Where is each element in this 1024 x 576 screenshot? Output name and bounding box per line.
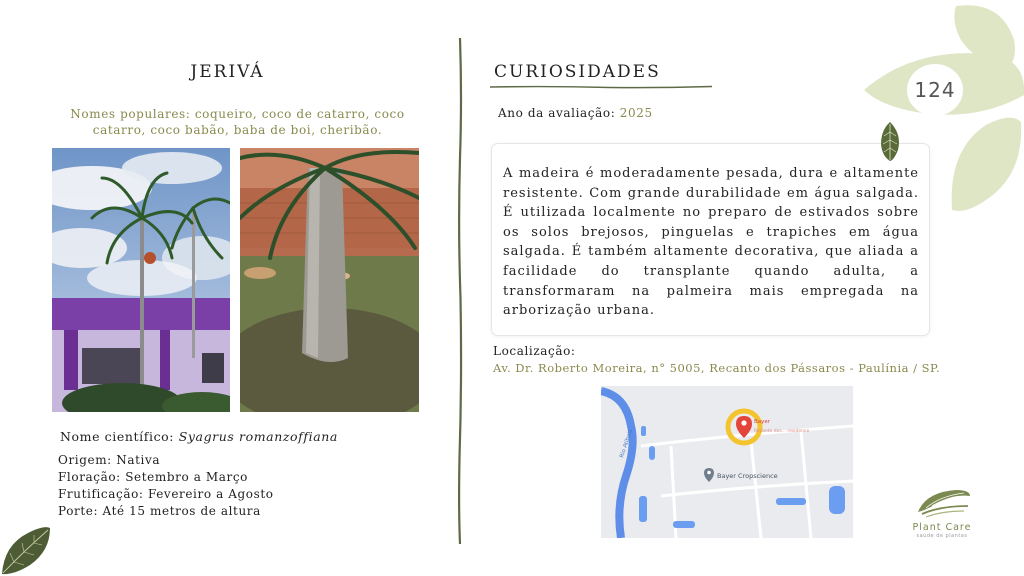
fact-size: Porte: Até 15 metros de altura	[58, 504, 261, 518]
palm-photo-trunk	[240, 148, 419, 412]
fact-flowering: Floração: Setembro a Março	[58, 470, 249, 484]
curiosities-title: CURIOSIDADES	[494, 62, 661, 82]
map-place-secondary: Bayer Cropscience	[717, 472, 778, 480]
species-facts	[58, 452, 274, 520]
palm-photo-building	[52, 148, 230, 412]
fact-origin: Origem: Nativa	[58, 453, 161, 467]
logo-name: Plant Care	[912, 522, 972, 533]
evaluation-year-value: 2025	[619, 106, 653, 120]
scientific-name-label: Nome científico:	[60, 429, 175, 444]
location-map[interactable]	[601, 386, 853, 538]
location-label: Localização:	[493, 344, 576, 358]
page-number: 124	[907, 64, 963, 116]
corner-leaf-icon	[0, 525, 52, 576]
logo-tagline: saúde de plantas	[916, 533, 968, 539]
scientific-name	[60, 429, 338, 444]
column-divider	[456, 38, 464, 544]
plant-care-logo-icon	[912, 486, 972, 518]
evaluation-year	[498, 106, 653, 120]
scientific-name-value: Syagrus romanzoffiana	[178, 429, 338, 444]
popular-names: Nomes populares: coqueiro, coco de catarro, coco catarro, coco babão, baba de boi, cheribão.	[70, 107, 405, 137]
plant-care-logo	[904, 486, 980, 542]
small-leaf-icon	[876, 120, 904, 162]
species-title: JERIVÁ	[190, 62, 265, 82]
evaluation-year-label: Ano da avaliação:	[498, 106, 616, 120]
map-place-primary: Bayer	[754, 419, 771, 425]
fact-fruiting: Frutificação: Fevereiro a Agosto	[58, 487, 274, 501]
map-place-primary-sub: Recanto dos... residence	[754, 429, 810, 434]
location-address: Av. Dr. Roberto Moreira, n° 5005, Recanto dos Pássaros - Paulínia / SP.	[493, 361, 941, 375]
curiosities-underline	[490, 84, 712, 90]
curiosities-text: A madeira é moderadamente pesada, dura e altamente resistente. Com grande durabilidade em água salgada. É utilizada localmente no preparo de estivados sobre os solos brejosos, pinguelas e trapiches em água salgada. É também altamente decorativa, que aliada a facilidade do transplante quando adulta, a transformaram na palmeira mais empregada na arborização urbana.	[503, 166, 919, 319]
map-road-label: Rio Atibaia	[619, 428, 635, 459]
